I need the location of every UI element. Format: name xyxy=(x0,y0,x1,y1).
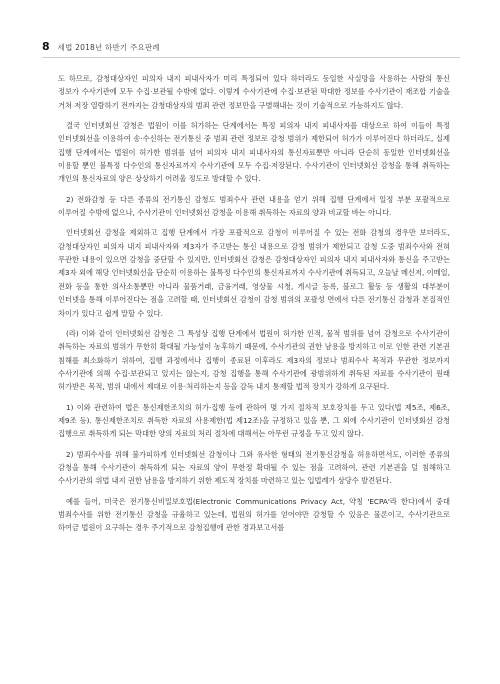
paragraph: 2) 전화감청 등 다른 종류의 전기통신 감청도 범죄수사 관련 내용을 얻기 위해 집행 단계에서 일정 부분 포괄적으로 이루어질 수밖에 없으나, 수사기관이 인터넷회선 감청을 이용해 취득하는 자료의 양과 비교할 바는 아니다. xyxy=(58,194,450,218)
paragraph: 1) 이와 관련하여 법은 통신제한조치의 허가·집행 등에 관하여 몇 가지 절차적 보호장치를 두고 있다(법 제5조, 제6조, 제9조 등). 통신제한조치로 취득한 자료의 사용제한(법 제12조)을 규정하고 있을 뿐, 그 외에 수사기관이 인터넷회선 감청 집행으로 취득하게 되는 막대한 양의 자료의 처리 절차에 대해서는 아무런 규정을 두고 있지 않다. xyxy=(58,402,450,439)
paragraph: (라) 이와 같이 인터넷회선 감청은 그 특성상 집행 단계에서 법원이 허가한 인적, 물적 범위를 넘어 감청으로 수사기관이 취득하는 자료의 범위가 무한히 확대될 가능성이 농후하기 때문에, 수사기관의 권한 남용을 방지하고 이로 인한 관련 기본권 침해를 최소화하기 위하여, 집행 과정에서나 집행이 종료된 이후라도 제3자의 정보나 범죄수사 목적과 무관한 정보까지 수사기관에 의해 수집·보관되고 있지는 않는지, 감청 집행을 통해 수사기관에 광범위하게 취득된 자료를 수사기관이 원래 허가받은 목적, 범위 내에서 제대로 이용·처리하는지 등을 감독 내지 통제할 법적 장치가 강하게 요구된다. xyxy=(58,328,450,392)
paragraph: 2) 범죄수사를 위해 불가피하게 인터넷회선 감청이나 그와 유사한 형태의 전기통신감청을 허용하면서도, 이러한 종류의 감청을 통해 수사기관이 취득하게 되는 자료의 양이 무한정 확대될 수 있는 점을 고려하여, 관련 기본권을 덜 침해하고 수사기관의 위법 내지 권한 남용을 방지하기 위한 제도적 장치를 마련하고 있는 입법례가 상당수 발견된다. xyxy=(58,449,450,486)
body-text xyxy=(58,72,450,542)
paragraph: 도 하므로, 감청대상자인 피의자 내지 피내사자가 미리 특정되어 있다 하더라도 동일한 사실망을 사용하는 사람의 통신 정보가 수사기관에 모두 수집·보관될 수밖에 없다. 이렇게 수사기관에 수집·보관된 막대한 정보를 수사기관이 재조합 기술을 거쳐 저장 열람하기 전까지는 감청대상자의 범죄 관련 정보만을 구별해내는 것이 기술적으로 가능하지도 않다. xyxy=(58,74,450,110)
paragraph: 예를 들어, 미국은 전기통신비밀보호법(Electronic Communications Privacy Act, 약칭 'ECPA'라 한다)에서 중대 범죄수사를 위한 전기통신 감청을 규율하고 있는데, 법원의 허가를 얻어야만 감청할 수 있음은 물론이고, 수사기관으로 하여금 법원이 요구하는 경우 주기적으로 감청집행에 관한 경과보고서를 xyxy=(58,496,450,533)
paragraph: 인터넷회선 감청을 제외하고 집행 단계에서 가장 포괄적으로 감청이 이루어질 수 있는 전화 감청의 경우만 보더라도, 감청대상자인 피의자 내지 피내사자와 제3자가 주고받는 통신 내용으로 감청 범위가 제한되고 감청 도중 범죄수사와 전혀 무관한 내용이 있으면 감청을 중단할 수 있지만, 인터넷회선 감청은 감청대상자인 피의자 내지 피내사자와 통신을 주고받는 제3자 외에 해당 인터넷회선을 단순히 이용하는 불특정 다수인의 통신자료까지 수사기관에 취득되고, 오늘날 메신저, 이메일, 전화 등을 통한 의사소통뿐만 아니라 물품거래, 금융거래, 영상물 시청, 게시글 등록, 블로그 활동 등 생활의 대부분이 인터넷을 통해 이루어진다는 점을 고려할 때, 인터넷회선 감청이 감청 범위의 포괄성 면에서 다른 전기통신 감청과 본질적인 차이가 있다고 쉽게 말할 수 있다. xyxy=(58,228,450,318)
running-title: 세법 2018년 하반기 주요판례 xyxy=(57,43,160,52)
paragraph: 결국 인터넷회선 감청은 법원이 이를 허가하는 단계에서는 특정 피의자 내지 피내사자를 대상으로 하여 이들이 특정 인터넷회선을 이용하여 송·수신하는 전기통신 중 범죄 관련 정보로 감청 범위가 제한되어 허가가 이루어진다 하더라도, 실제 집행 단계에서는 법원이 허가한 범위를 넘어 피의자 내지 피내사자의 통신자료뿐만 아니라 단순히 동일한 인터넷회선을 이용할 뿐인 불특정 다수인의 통신자료까지 수사기관에 모두 수집·저장된다. 수사기관이 인터넷회선 감청을 통해 취득하는 개인의 통신자료의 양은 상상하기 어려울 정도로 방대할 수 있다. xyxy=(58,121,450,184)
page-header xyxy=(42,40,460,58)
page-number: 8 xyxy=(42,40,50,53)
